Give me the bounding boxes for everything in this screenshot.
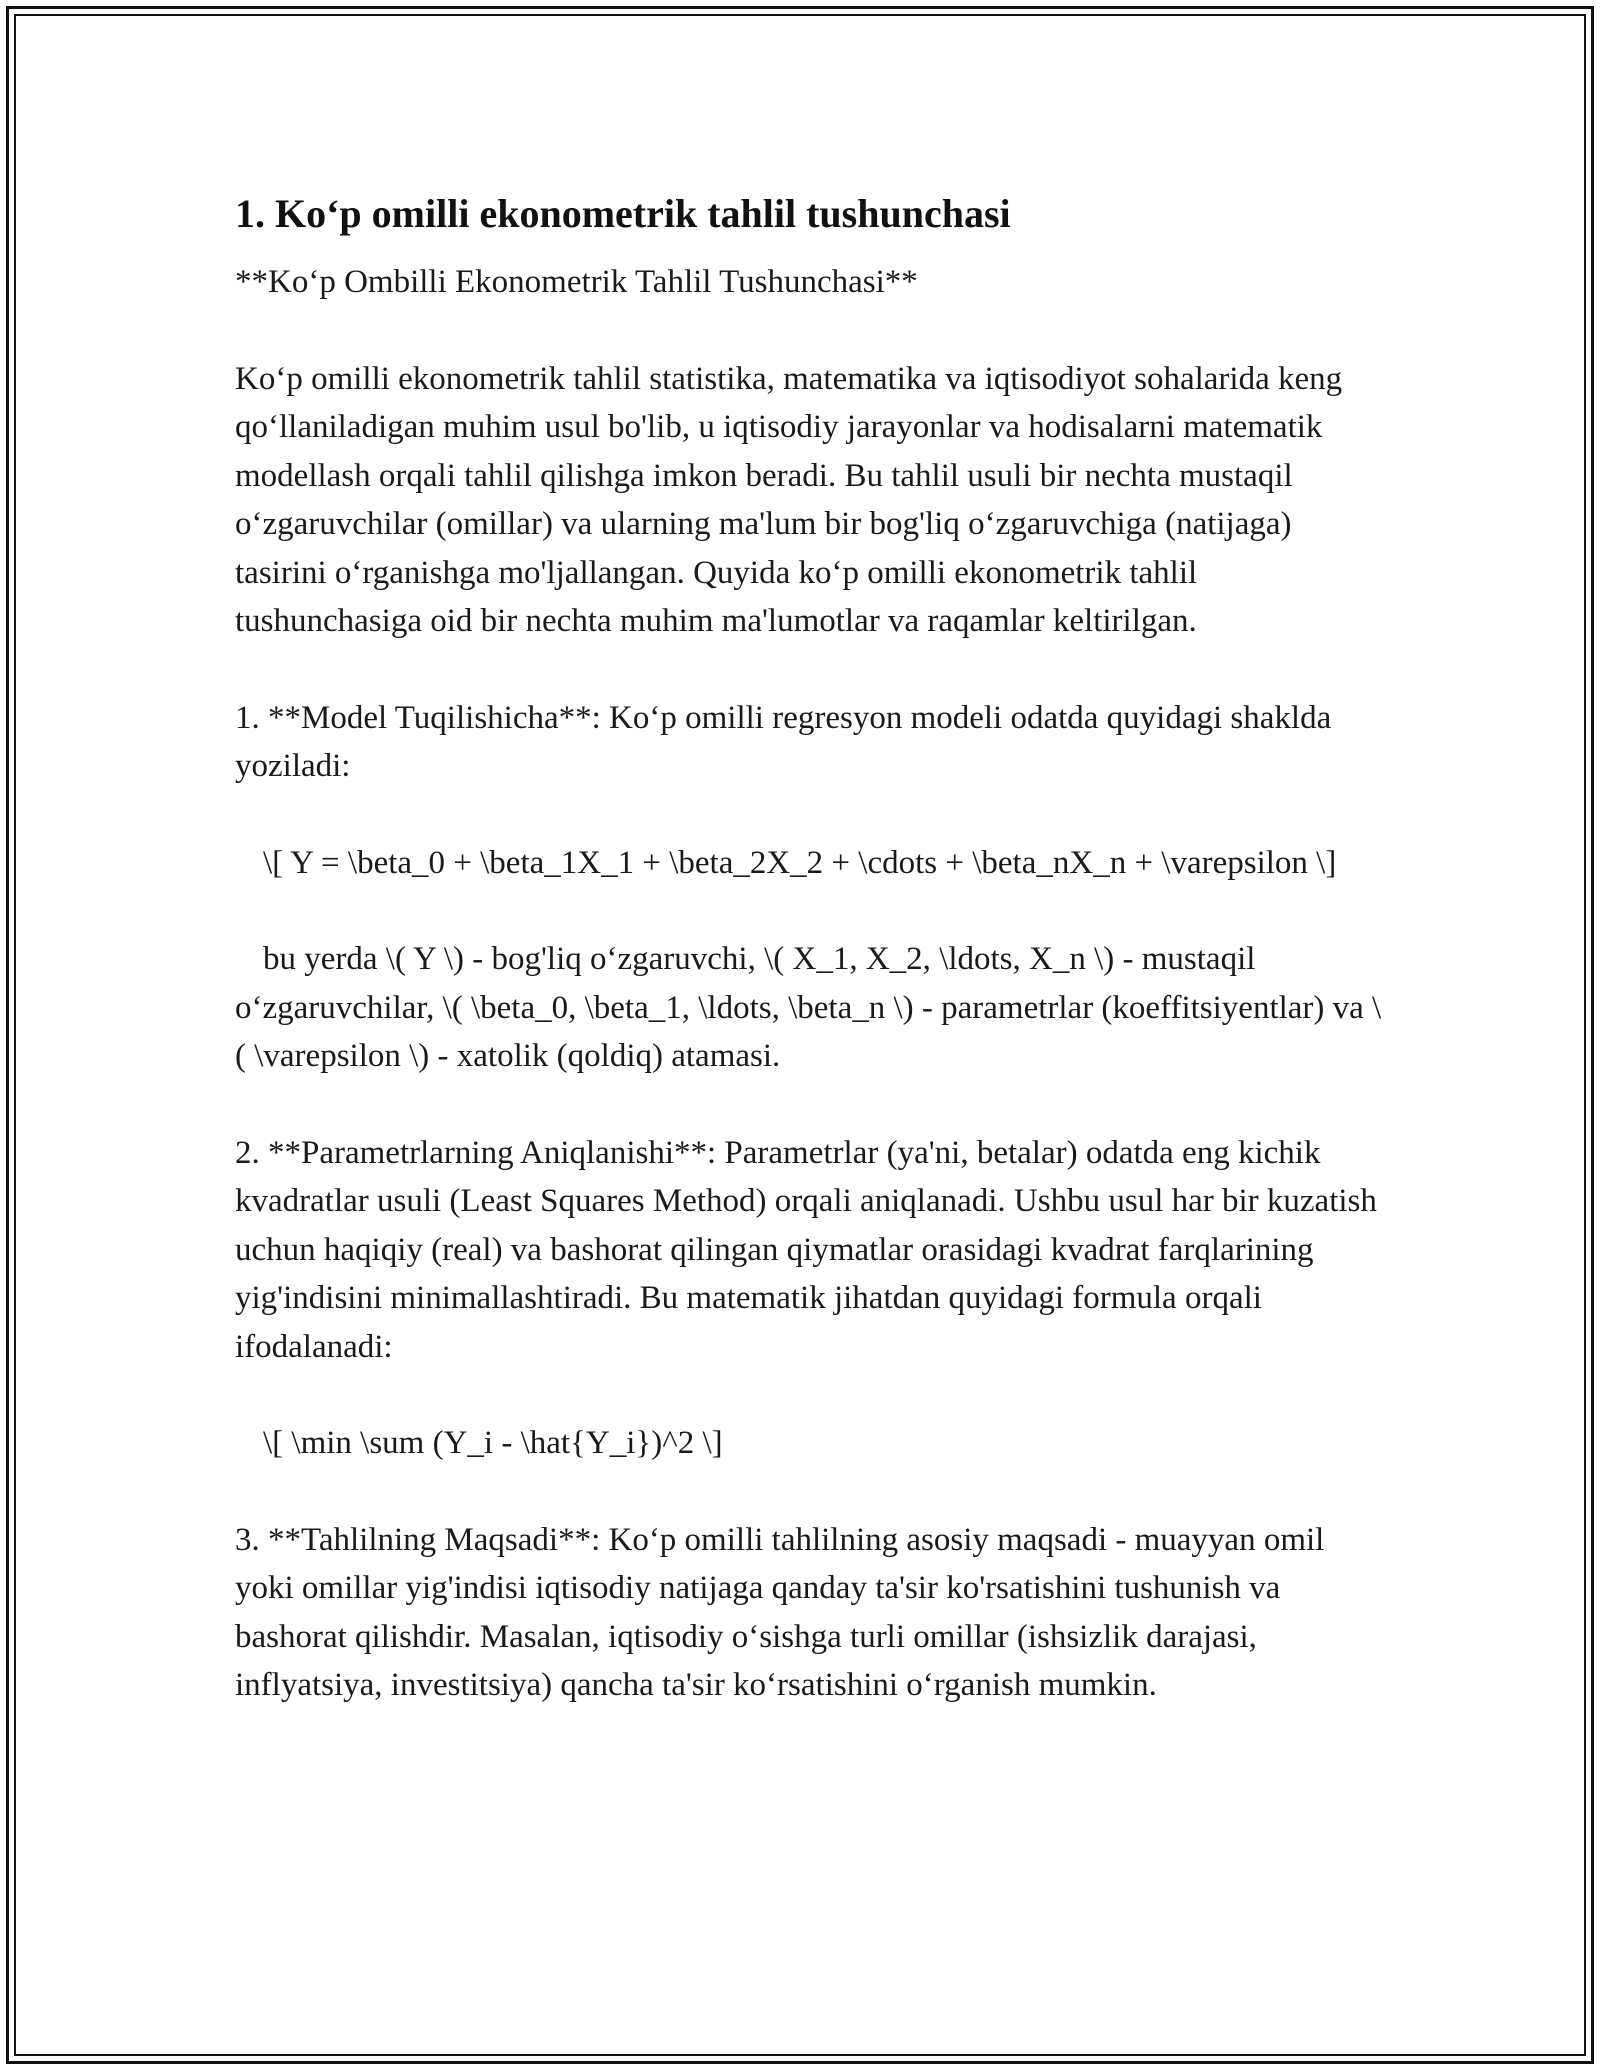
purpose-item-paragraph: 3. **Tahlilning Maqsadi**: Ko‘p omilli tahlilning asosiy maqsadi - muayyan omil yoki omillar yig'indisi iqtisodiy natijaga qanday ta'sir ko'rsatishini tushunish va bashorat qilishdir. Masalan, iqtisodiy o‘sishga turli omillar (ishsizlik darajasi, inflyatsiya, investitsiya) qancha ta'sir ko‘rsatishini o‘rganish mumkin. [235, 1521, 1325, 1703]
least-squares-formula: \[ \min \sum (Y_i - \hat{Y_i})^2 \] [263, 1425, 723, 1461]
intro-paragraph: Ko‘p omilli ekonometrik tahlil statistika, matematika va iqtisodiyot sohalarida keng qo‘llaniladigan muhim usul bo'lib, u iqtisodiy jarayonlar va hodisalarni matematik modellash orqali tahlil qilishga imkon beradi. Bu tahlil usuli bir nechta mustaqil o‘zgaruvchilar (omillar) va ularning ma'lum bir bog'liq o‘zgaruvchiga (natijaga) tasirini o‘rganishga mo'ljallangan. Quyida ko‘p omilli ekonometrik tahlil tushunchasiga oid bir nechta muhim ma'lumotlar va raqamlar keltirilgan. [235, 360, 1343, 639]
regression-formula: \[ Y = \beta_0 + \beta_1X_1 + \beta_2X_2 + \cdots + \beta_nX_n + \varepsilon \] [263, 844, 1337, 881]
section-heading: 1. Ko‘p omilli ekonometrik tahlil tushunchasi [235, 191, 1011, 236]
document-body [235, 188, 1385, 1758]
variables-explanation: bu yerda \( Y \) - bog'liq o‘zgaruvchi, \( X_1, X_2, \ldots, X_n \) - mustaqil o‘zgaruvchilar, \( \beta_0, \beta_1, \ldots, \beta_n \) - parametrlar (koeffitsiyentlar) va \( \varepsilon \) - xatolik (qoldiq) atamasi. [235, 941, 1382, 1074]
parameters-item-paragraph: 2. **Parametrlarning Aniqlanishi**: Parametrlar (ya'ni, betalar) odatda eng kichik kvadratlar usuli (Least Squares Method) orqali aniqlanadi. Ushbu usul har bir kuzatish uchun haqiqiy (real) va bashorat qilingan qiymatlar orasidagi kvadrat farqlarining yig'indisini minimallashtiradi. Bu matematik jihatdan quyidagi formula orqali ifodalanadi: [235, 1134, 1377, 1365]
model-item-paragraph: 1. **Model Tuqilishicha**: Ko‘p omilli regresyon modeli odatda quyidagi shaklda yoziladi: [235, 699, 1332, 784]
subtitle-paragraph: **Ko‘p Ombilli Ekonometrik Tahlil Tushunchasi** [235, 264, 918, 300]
